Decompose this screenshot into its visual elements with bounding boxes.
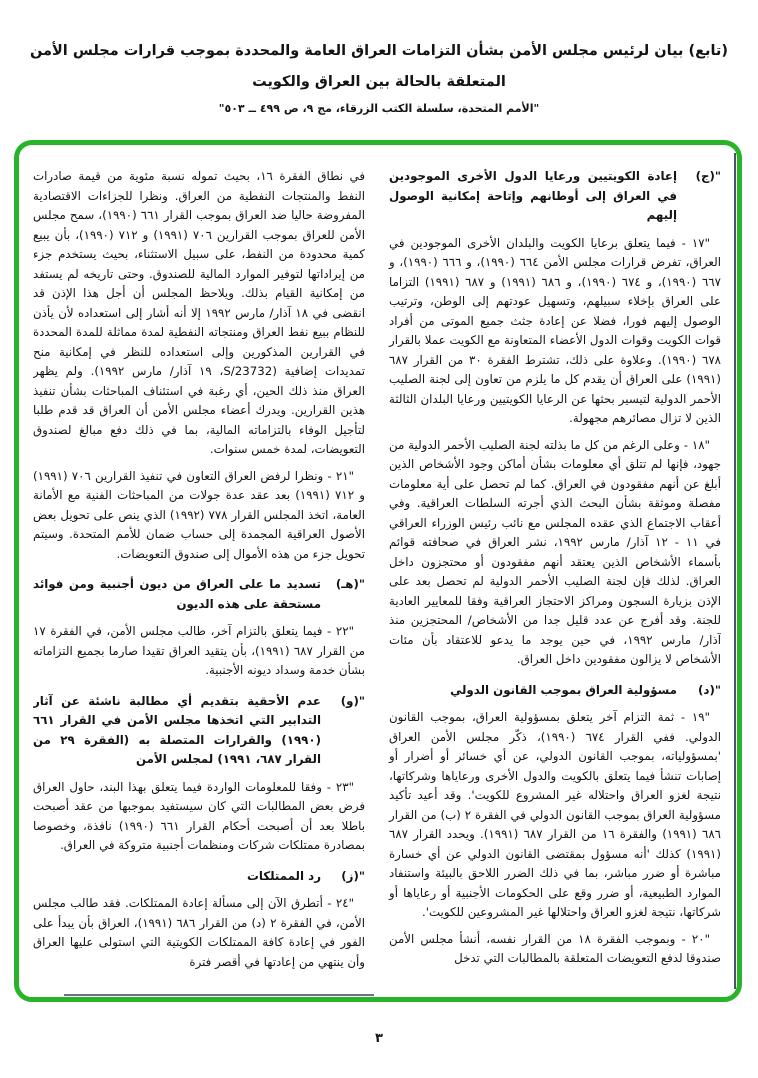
- paragraph: "٢٣ - وفقا للمعلومات الواردة فيما يتعلق بهذا البند، حاول العراق فرض بعض المطالبات التي كان سيستفيد بموجبها من عقد أصبحت باطلا بعد أن أصبحت أحكام القرار ٦٦١ (١٩٩٠) نافذة، وخصوصا بمصادرة ممتلكات شركات ومنظمات أجنبية متروكة في العراق.: [33, 779, 365, 853]
- section-marker: "(هـ): [335, 577, 365, 592]
- green-frame-content-box: [14, 140, 742, 1002]
- scan-artifact-right-line: [734, 153, 736, 989]
- paragraph: "٢١ - ونظرا لرفض العراق التعاون في تنفيذ القرارين ٧٠٦ (١٩٩١) و ٧١٢ (١٩٩١) بعد عقد عدة جولات من المباحثات الفنية مع الأمانة العامة، اتخذ المجلس القرار ٧٧٨ (١٩٩٢) الذي ينص على تحويل بعض الأصول العراقية المجمدة إلى حساب ضمان للأمم المتحدة. وسيتم تحويل جزء من هذه الأموال إلى صندوق التعويضات.: [33, 468, 365, 561]
- document-title-line-1: (تابع) بيان لرئيس مجلس الأمن بشأن التزامات العراق العامة والمحددة بموجب قرارات مجلس الأمن: [29, 43, 728, 59]
- paragraph: "١٨ - وعلى الرغم من كل ما بذلته لجنة الصليب الأحمر الدولية من جهود، فإنها لم تتلق أي معلومات بشأن أماكن وجود الأشخاص الذين أبلغ عن أنهم مفقودون في العراق. كما لم تحصل على أية معلومات مفصلة وموثقة بشأن البحث الذي أجرته السلطات العراقية. وفي أعقاب الاجتماع الذي عقده المجلس مع نائب رئيس الوزراء العراقي في ١١ - ١٢ آذار/ مارس ١٩٩٢، نشر العراق في صحافته قوائم بأسماء الأشخاص الذين يعتقد أنهم مفقودون أو محتجزون داخل العراق. لذلك فإن لجنة الصليب الأحمر الدولية لم تحصل بعد على الإذن بزيارة السجون ومراكز الاحتجاز العراقية وفقا للمعايير العادية للجنة. وقد أفرج عن عدد قليل جدا من الأشخاص/ المحتجزين منذ آذار/ مارس ١٩٩٢، في حين يوجد ما يدعو للاعتقاد بأن مئات الأشخاص لا يزالون مفقودين داخل العراق.: [389, 437, 721, 667]
- section-marker: "(و): [340, 693, 365, 708]
- paragraph: "٢٢ - فيما يتعلق بالتزام آخر، طالب مجلس الأمن، في الفقرة ١٧ من القرار ٦٨٧ (١٩٩١)، بأن يتقيد العراق تقيدا صارما بجميع التزاماته بشأن خدمة وسداد ديونه الأجنبية.: [33, 624, 365, 678]
- section-marker: "(د): [698, 682, 721, 697]
- section-heading: [389, 167, 721, 226]
- paragraph: "٢٤ - أتطرق الآن إلى مسألة إعادة الممتلكات. فقد طالب مجلس الأمن، في الفقرة ٢ (د) من القرار ٦٨٦ (١٩٩١)، العراق بأن يبدأ على الفور في إعادة كافة الممتلكات الكويتية التي استولى عليها العراق وأن ينتهي من إعادتها في أقصر فترة: [33, 896, 365, 969]
- section-heading: [33, 575, 365, 614]
- section-marker: "(ج): [695, 169, 721, 184]
- section-heading: [389, 681, 721, 701]
- section-heading-text: تسديد ما على العراق من ديون أجنبية ومن فوائد مستحقة على هذه الديون: [33, 577, 321, 611]
- section-heading-text: إعادة الكويتيين ورعايا الدول الأخرى الموجودين في العراق إلى أوطانهم وإتاحة إمكانية الوصول إليهم: [389, 169, 677, 223]
- column-right: [389, 167, 721, 985]
- page-number: ٣: [375, 1031, 383, 1046]
- two-column-text-area: [33, 167, 721, 985]
- section-heading: [33, 692, 365, 770]
- paragraph: "٢٠ - وبموجب الفقرة ١٨ من القرار نفسه، أنشأ مجلس الأمن صندوقا لدفع التعويضات المتعلقة بالمطالبات التي تدخل: [389, 931, 721, 966]
- paragraph: "١٩ - ثمة التزام آخر يتعلق بمسؤولية العراق، بموجب القانون الدولي. ففي القرار ٦٧٤ (١٩٩٠)، ذكّر مجلس الأمن العراق 'بمسؤولياته، بموجب القانون الدولي، عن أي خسائر أو أضرار أو إصابات تنشأ فيما يتعلق بالكويت والدول الأخرى ورعاياها وشركاتها، نتيجة لغزو العراق واحتلاله غير المشروع للكويت'. وقد أعيد تأكيد مسؤولية العراق بموجب القانون الدولي في الفقرة ٢ (ب) من القرار ٦٨٦ (١٩٩١) والفقرة ١٦ من القرار ٦٨٧ (١٩٩١). ويحدد القرار ٦٨٧ (١٩٩١) كذلك 'أنه مسؤول بمقتضى القانون الدولي عن أي خسارة مباشرة أو ضرر مباشر، بما في ذلك الضرر اللاحق بالبيئة واستنفاد الموارد الطبيعية، أو ضرر وقع على الحكومات الأجنبية أو رعاياها أو شركاتها، نتيجة لغزو العراق واحتلالها غير المشروعين للكويت'.: [389, 710, 721, 920]
- document-source-citation: "الأمم المتحدة، سلسلة الكتب الزرقاء، مج ٩، ص ٤٩٩ ــ ٥٠٣": [218, 102, 540, 116]
- page-header: [0, 0, 758, 115]
- section-marker: "(ز): [341, 868, 365, 883]
- section-heading-text: عدم الأحقية بتقديم أي مطالبة ناشئة عن آثار التدابير التي اتخذها مجلس الأمن في القرار ٦٦١ (١٩٩٠) والقرارات المتصلة به (الفقرة ٢٩ من القرار ٦٨٧، ١٩٩١) لمجلس الأمن: [33, 693, 321, 767]
- column-left: [33, 167, 365, 985]
- section-heading-text: رد الممتلكات: [246, 868, 321, 883]
- scan-artifact-bottom-line: [64, 994, 374, 996]
- document-title-line-2: المتعلقة بالحالة بين العراق والكويت: [252, 74, 506, 91]
- paragraph: "١٧ - فيما يتعلق برعايا الكويت والبلدان الأخرى الموجودين في العراق، تفرض قرارات مجلس الأمن ٦٦٤ (١٩٩٠)، و ٦٦٦ (١٩٩٠)، و ٦٦٧ (١٩٩٠)، و ٦٧٤ (١٩٩٠)، و ٦٨٦ (١٩٩١) و ٦٨٧ (١٩٩١) التزاما على العراق بإخلاء سبيلهم، وتسهيل عودتهم إلى الوطن، وترتيب الوصول إليهم فورا، فضلا عن إعادة جثث جميع الموتى من أفراد قوات الكويت وقوات الدول الأعضاء المتعاونة مع الكويت عملا بالقرار ٦٧٨ (١٩٩٠). وعلاوة على ذلك، تشترط الفقرة ٣٠ من القرار ٦٨٧ (١٩٩١) على العراق أن يقدم كل ما يلزم من تعاون إلى لجنة الصليب الأحمر الدولية لتيسير بحثها عن الرعايا الكويتيين ورعايا البلدان الثالثة الذين لا تزال مصائرهم مجهولة.: [389, 235, 721, 426]
- section-heading-text: مسؤولية العراق بموجب القانون الدولي: [450, 682, 677, 697]
- section-heading: [33, 867, 365, 887]
- paragraph: في نطاق الفقرة ١٦، بحيث تموله نسبة مئوية من قيمة صادرات النفط والمنتجات النفطية من العراق. ونظرا للجزاءات الاقتصادية المفروضة حاليا ضد العراق بموجب القرار ٦٦١ (١٩٩٠)، سمح مجلس الأمن للعراق بموجب القرارين ٧٠٦ (١٩٩١) و ٧١٢ (١٩٩٠)، بأن يبيع كمية محدودة من النفط، على سبيل الاستثناء، بحيث يستخدم جزء من إيراداتها لتوفير الموارد المالية للصندوق. وحتى تاريخه لم يستفد من إمكانية القيام بذلك. ويلاحظ المجلس أن أجل هذا الإذن قد انقضى في ١٨ آذار/ مارس ١٩٩٢ إلا أنه أشار إلى استعداده لأن يأذن للنظام ببيع نفط العراق ومنتجاته النفطية لمدة مماثلة للمدة المحددة في القرارين المذكورين وإلى استعداده للنظر في إمكانية منح تمديدات إضافية (S/23732، ١٩ آذار/ مارس ١٩٩٢). ولم يظهر العراق منذ ذلك الحين، أي رغبة في استئناف المباحثات بشأن تنفيذ هذين القرارين. ويدرك أعضاء مجلس الأمن أن العراق قد قدم طلبا لتأجيل الوفاء بالتزاماته المالية، بما في ذلك دفع مبالغ لصندوق التعويضات، لمدة خمس سنوات.: [33, 169, 366, 457]
